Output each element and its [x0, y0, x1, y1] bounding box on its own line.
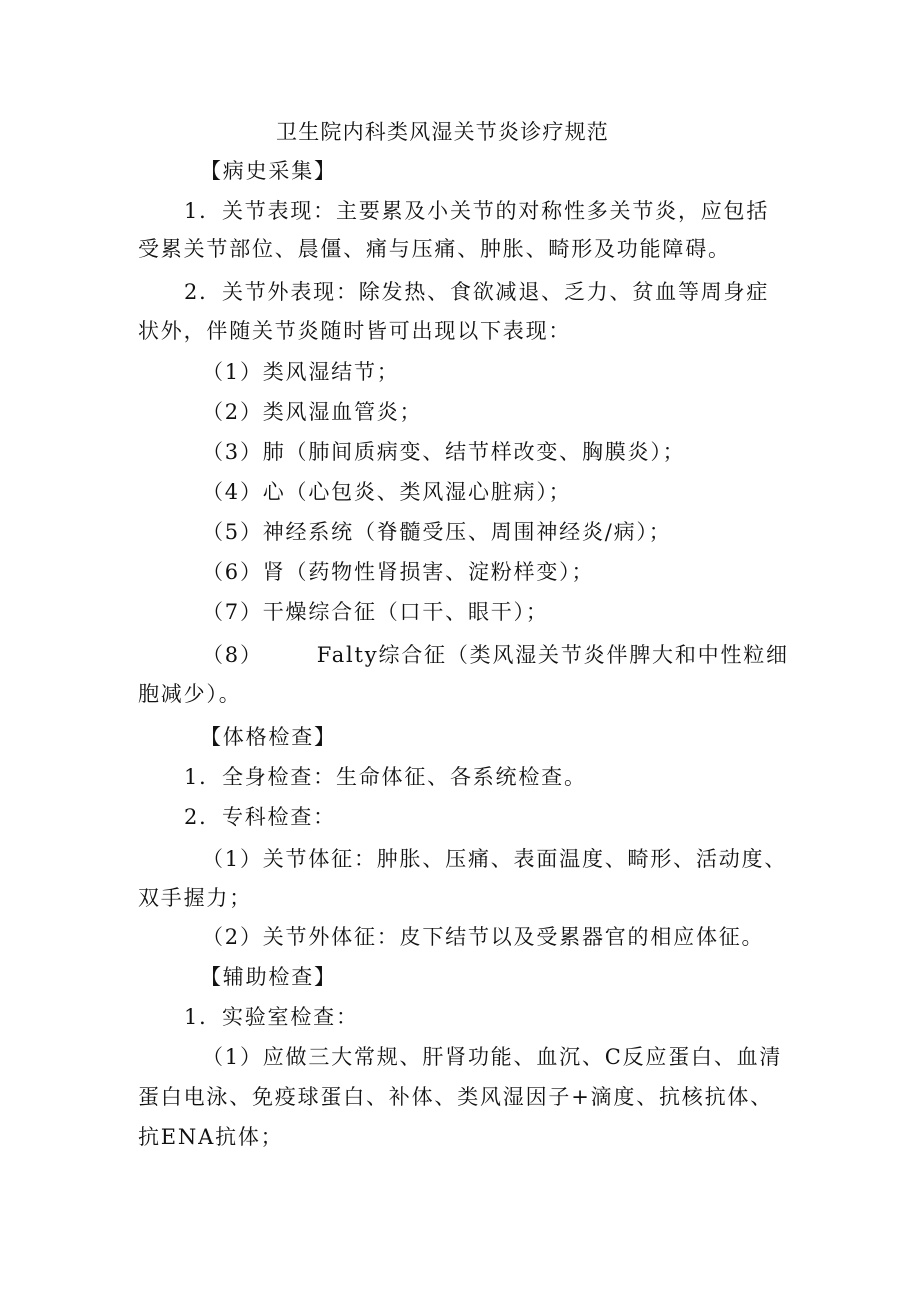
paragraph-line: 受累关节部位、晨僵、痛与压痛、肿胀、畸形及功能障碍。: [138, 237, 731, 261]
paragraph-line: 1．关节表现：主要累及小关节的对称性多关节炎，应包括: [184, 199, 770, 223]
paragraph-line: 蛋白电泳、免疫球蛋白、补体、类风湿因子+滴度、抗核抗体、: [138, 1085, 773, 1109]
list-item: （4）心（心包炎、类风湿心脏病）；: [202, 480, 572, 504]
list-item-text: Falty综合征（类风湿关节炎伴脾大和中性粒细: [316, 643, 789, 667]
section-heading-aux: 【辅助检查】: [200, 965, 337, 989]
list-item: （6）肾（药物性肾损害、淀粉样变）；: [202, 560, 595, 584]
paragraph-line: 1．实验室检查：: [184, 1005, 359, 1029]
paragraph-line: 1．全身检查：生命体征、各系统检查。: [184, 765, 587, 789]
paragraph-line: 状外，伴随关节炎随时皆可出现以下表现：: [138, 319, 572, 343]
paragraph-line: 双手握力；: [138, 886, 252, 910]
list-item: （1）类风湿结节；: [202, 360, 400, 384]
paragraph-line: 抗ENA抗体；: [138, 1125, 284, 1149]
list-item: （2）类风湿血管炎；: [202, 400, 423, 424]
page-title: 卫生院内科类风湿关节炎诊疗规范: [276, 120, 609, 144]
paragraph-line: 胞减少）。: [138, 682, 242, 706]
list-item: （5）神经系统（脊髓受压、周围神经炎/病）；: [202, 520, 672, 544]
list-item-number: （8）: [202, 643, 263, 667]
section-heading-exam: 【体格检查】: [200, 725, 337, 749]
list-item: （3）肺（肺间质病变、结节样改变、胸膜炎）；: [202, 440, 686, 464]
list-item: [202, 641, 789, 669]
list-item: （2）关节外体征：皮下结节以及受累器官的相应体征。: [202, 925, 765, 949]
list-item: （1）应做三大常规、肝肾功能、血沉、C反应蛋白、血清: [202, 1045, 783, 1069]
paragraph-line: 2．专科检查：: [184, 805, 336, 829]
list-item: （7）干燥综合征（口干、眼干）；: [202, 600, 549, 624]
paragraph-line: 2．关节外表现：除发热、食欲减退、乏力、贫血等周身症: [184, 280, 770, 304]
section-heading-history: 【病史采集】: [200, 159, 337, 183]
list-item: （1）关节体征：肿胀、压痛、表面温度、畸形、活动度、: [202, 847, 788, 871]
